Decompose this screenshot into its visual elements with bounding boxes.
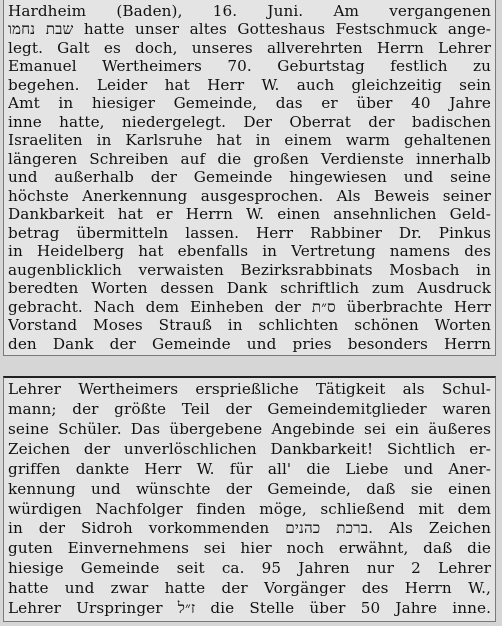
article-line: hatte und zwar hatte der Vorgänger des Herrn W.,: [8, 579, 491, 598]
article-line: Vorstand Moses Strauß in schlichten schönen Worten: [8, 316, 491, 335]
article-line: hiesige Gemeinde seit ca. 95 Jahren nur 2 Lehrer: [8, 559, 491, 578]
article-line: שבת נחמו hatte unser altes Gotteshaus Festschmuck ange-: [8, 20, 491, 39]
article-line: begehen. Leider hat Herr W. auch gleichzeitig sein: [8, 75, 491, 94]
article-line: beredten Worten dessen Dank schriftlich zum Ausdruck: [8, 279, 491, 298]
article-line: Lehrer Urspringer ז״ל die Stelle über 50 Jahre inne.: [8, 599, 491, 618]
article-line: längeren Schreiben auf die großen Verdienste innerhalb: [8, 149, 491, 168]
article-line: augenblicklich verwaisten Bezirksrabbinats Mosbach in: [8, 260, 491, 279]
article-line: höchste Anerkennung ausgesprochen. Als Beweis seiner: [8, 186, 491, 205]
article-line: den Dank der Gemeinde und pries besonders Herrn: [8, 334, 491, 353]
article-line: Amt in hiesiger Gemeinde, das er über 40 Jahre: [8, 94, 491, 113]
article-line: Emanuel Wertheimers 70. Geburtstag festlich zu: [8, 57, 491, 76]
article-line: und außerhalb der Gemeinde hingewiesen und seine: [8, 168, 491, 187]
article-line: seine Schüler. Das übergebene Angebinde sei ein äußeres: [8, 419, 491, 438]
article-line: gebracht. Nach dem Einheben der ס״ת überbrachte Herr: [8, 297, 491, 316]
article-line: Dankbarkeit hat er Herrn W. einen ansehnlichen Geld-: [8, 205, 491, 224]
article-line: griffen dankte Herr W. für all' die Liebe und Aner-: [8, 459, 491, 478]
article-line: inne hatte, niedergelegt. Der Oberrat der badischen: [8, 112, 491, 131]
article-line: mann; der größte Teil der Gemeindemitglieder waren: [8, 399, 491, 418]
article-line: legt. Galt es doch, unseres allverehrten Herrn Lehrer: [8, 38, 491, 57]
article-clipping-top: [3, 0, 496, 356]
article-line: Israeliten in Karlsruhe hat in einem warm gehaltenen: [8, 131, 491, 150]
article-line: guten Einvernehmens sei hier noch erwähnt, daß die: [8, 539, 491, 558]
article-line: Lehrer Wertheimers ersprießliche Tätigkeit als Schul-: [8, 380, 491, 398]
article-clipping-bottom: [3, 376, 496, 622]
article-line: Zeichen der unverlöschlichen Dankbarkeit! Sichtlich er-: [8, 439, 491, 458]
article-line: kennung und wünschte der Gemeinde, daß sie einen: [8, 479, 491, 498]
article-line: in Heidelberg hat ebenfalls in Vertretung namens des: [8, 242, 491, 261]
article-line: betrag übermitteln lassen. Herr Rabbiner Dr. Pinkus: [8, 223, 491, 242]
article-line: in der Sidroh vorkommenden ברכת כהנים. Als Zeichen: [8, 519, 491, 538]
article-line: Hardheim (Baden), 16. Juni. Am vergangenen: [8, 2, 491, 20]
article-line: würdigen Nachfolger finden möge, schließend mit dem: [8, 499, 491, 518]
